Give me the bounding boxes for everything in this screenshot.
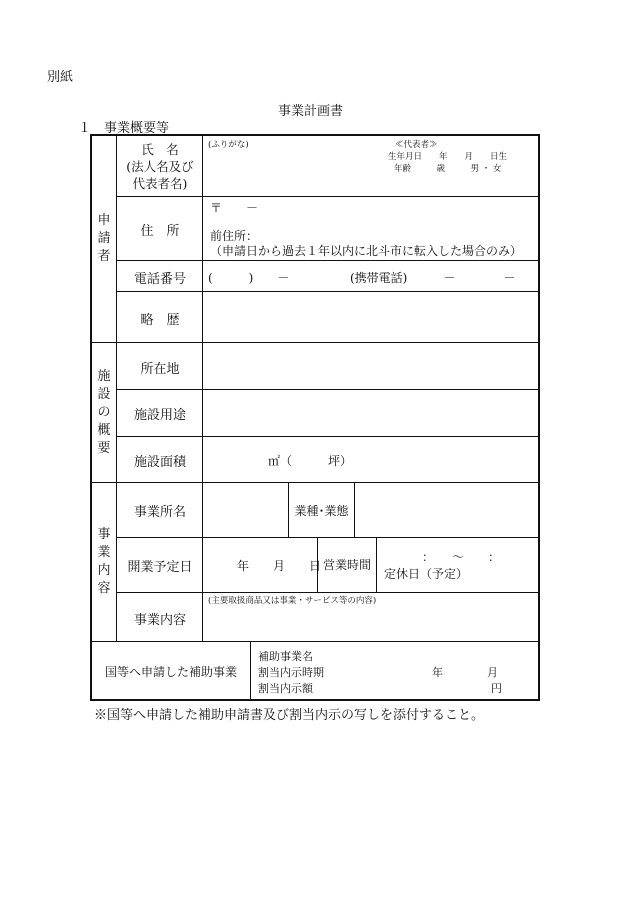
- location-label: 所在地: [140, 362, 180, 377]
- name-input[interactable]: [203, 150, 383, 194]
- previous-address-note: （申請日から過去１年以内に北斗市に転入した場合のみ）: [210, 244, 523, 258]
- address-label: 住 所: [140, 224, 180, 239]
- furigana-label: (ふりがな): [208, 140, 249, 150]
- age-gender-field[interactable]: 年齢 歳 男 ・ 女: [394, 164, 502, 174]
- cell-divider: [250, 641, 251, 701]
- business-group-label: 事 業 内 容: [97, 527, 111, 596]
- phone-field[interactable]: ( ) －: [208, 271, 290, 285]
- cell-divider: [376, 537, 377, 592]
- subsidy-label: 国等へ申請した補助事業: [104, 665, 237, 679]
- applicant-group-label: 申 請 者: [97, 213, 111, 264]
- history-label: 略 歴: [140, 313, 180, 328]
- holiday-field[interactable]: 定休日（予定）: [384, 567, 469, 581]
- business-type-label: 業種･業態: [294, 504, 349, 518]
- area-field[interactable]: ㎡（ 坪）: [268, 454, 353, 468]
- office-name-input[interactable]: [203, 483, 287, 536]
- previous-address-field[interactable]: 前住所：: [210, 229, 259, 243]
- notice-amount-field[interactable]: 円: [491, 682, 502, 695]
- office-name-label: 事業所名: [133, 505, 186, 520]
- row-divider: [116, 592, 540, 593]
- usage-label: 施設用途: [133, 408, 186, 423]
- opening-date-field[interactable]: 年 月 日: [237, 559, 322, 573]
- row-divider: [116, 196, 540, 197]
- notice-time-field[interactable]: 年 月: [432, 666, 498, 679]
- row-divider: [116, 260, 540, 261]
- notice-amount-label: 割当内示額: [258, 682, 313, 695]
- section-heading: １ 事業概要等: [78, 121, 170, 136]
- hours-field[interactable]: ： ～ ：: [422, 550, 501, 564]
- location-input[interactable]: [203, 343, 539, 388]
- business-plan-form: [90, 134, 540, 701]
- facility-group-label: 施 設 の 概 要: [97, 369, 111, 456]
- history-input[interactable]: [203, 292, 539, 341]
- notice-time-label: 割当内示時期: [258, 666, 324, 679]
- representative-note: ≪代表者≫: [395, 140, 438, 150]
- business-content-label: 事業内容: [133, 613, 186, 628]
- section-divider: [92, 641, 540, 642]
- business-content-note: (主要取扱商品又は事業・サービス等の内容): [208, 596, 377, 606]
- usage-input[interactable]: [203, 390, 539, 435]
- attachment-note: ※国等へ申請した補助申請書及び割当内示の写しを添付すること。: [94, 708, 485, 723]
- subsidy-project-name-field[interactable]: 補助事業名: [258, 650, 313, 663]
- birthdate-field[interactable]: 生年月日 年 月 日生: [388, 152, 508, 162]
- row-divider: [116, 436, 540, 437]
- mobile-phone-field[interactable]: (携帯電話) － －: [350, 271, 516, 285]
- hours-label: 営業時間: [322, 558, 371, 572]
- row-divider: [116, 537, 540, 538]
- area-label: 施設面積: [133, 455, 186, 470]
- opening-date-label: 開業予定日: [127, 560, 193, 575]
- name-label: 氏 名 (法人名及び 代表者名): [126, 142, 194, 191]
- attachment-label: 別紙: [47, 70, 74, 85]
- document-title: 事業計画書: [278, 104, 344, 119]
- postal-code-field[interactable]: 〒 －: [210, 201, 259, 215]
- phone-label: 電話番号: [133, 272, 186, 287]
- business-type-input[interactable]: [355, 483, 539, 536]
